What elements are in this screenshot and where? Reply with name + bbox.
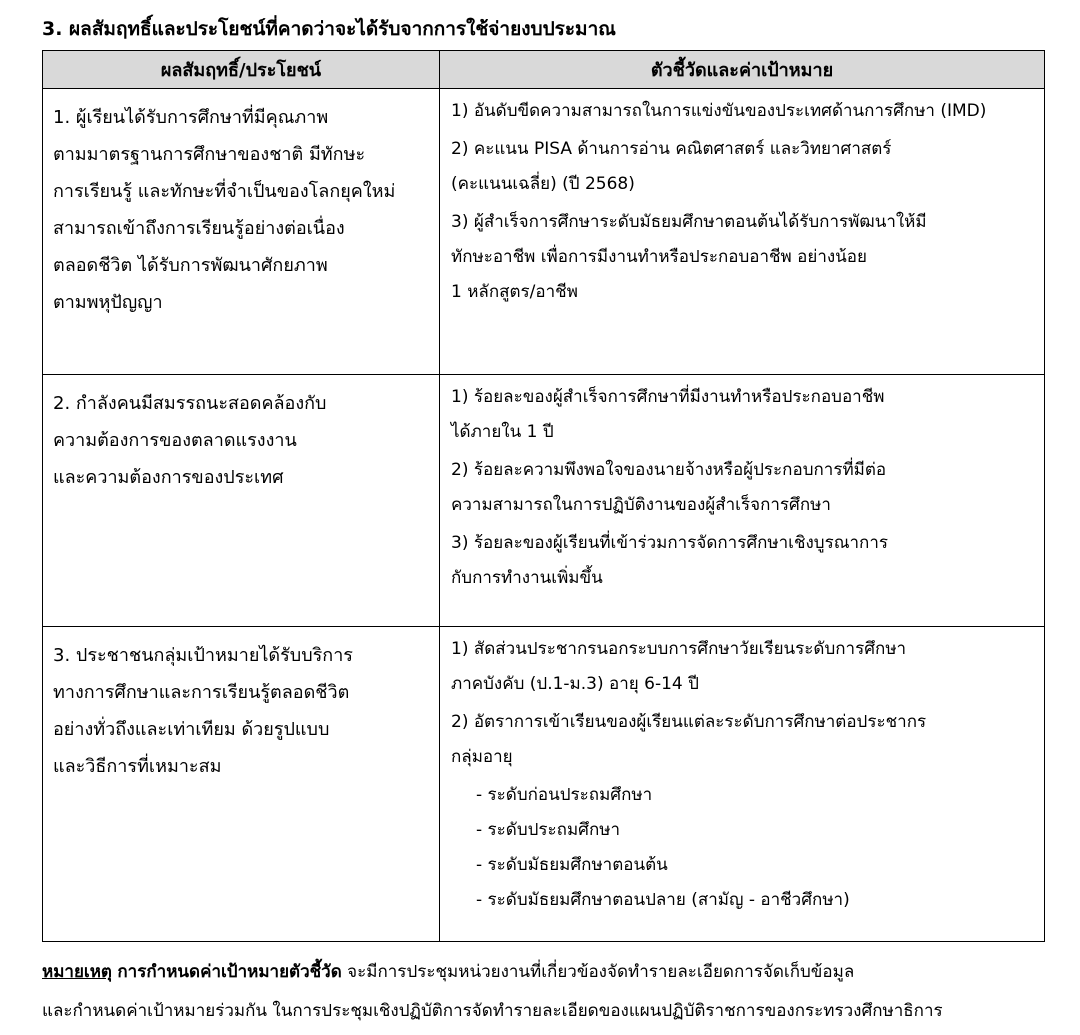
indicator-line: (คะแนนเฉลี่ย) (ปี 2568) — [451, 174, 635, 194]
indicator-line: 2) อัตราการเข้าเรียนของผู้เรียนแต่ละระดับการศึกษาต่อประชากร — [451, 712, 927, 732]
indicator-cell — [440, 375, 1045, 627]
outcome-line: ทางการศึกษาและการเรียนรู้ตลอดชีวิต — [53, 682, 350, 703]
indicator-line: 3) ร้อยละของผู้เรียนที่เข้าร่วมการจัดการศึกษาเชิงบูรณาการ — [451, 533, 889, 553]
footnote — [42, 953, 1052, 1031]
outcome-line: ตามมาตรฐานการศึกษาของชาติ มีทักษะ — [53, 144, 366, 165]
table-row — [43, 375, 1045, 627]
indicator-sub-item: - ระดับมัธยมศึกษาตอนต้น — [476, 855, 668, 875]
outcome-line: และความต้องการของประเทศ — [53, 467, 284, 488]
indicator-sub-item: - ระดับมัธยมศึกษาตอนปลาย (สามัญ - อาชีวศึกษา) — [476, 890, 850, 910]
indicator-line: กลุ่มอายุ — [451, 747, 513, 767]
indicator-line: กับการทำงานเพิ่มขึ้น — [451, 568, 603, 588]
header-outcome: ผลสัมฤทธิ์/ประโยชน์ — [43, 51, 440, 89]
indicator-line: 1) ร้อยละของผู้สำเร็จการศึกษาที่มีงานทำหรือประกอบอาชีพ — [451, 387, 885, 407]
outcome-line: 3. ประชาชนกลุ่มเป้าหมายได้รับบริการ — [53, 645, 353, 666]
indicator-item — [451, 94, 1038, 129]
indicator-line: 1) อันดับขีดความสามารถในการแข่งขันของประเทศด้านการศึกษา (IMD) — [451, 101, 987, 121]
outcome-cell — [43, 627, 440, 942]
indicator-item — [451, 705, 1038, 775]
outcome-line: การเรียนรู้ และทักษะที่จำเป็นของโลกยุคใหม่ — [53, 181, 396, 202]
indicator-item — [451, 380, 1038, 450]
indicator-sub-item: - ระดับก่อนประถมศึกษา — [476, 785, 653, 805]
indicator-line: 1) สัดส่วนประชากรนอกระบบการศึกษาวัยเรียนระดับการศึกษา — [451, 639, 907, 659]
outcome-line: 1. ผู้เรียนได้รับการศึกษาที่มีคุณภาพ — [53, 107, 329, 128]
outcome-line: ความต้องการของตลาดแรงงาน — [53, 430, 297, 451]
outcome-line: ตามพหุปัญญา — [53, 292, 163, 313]
table-row — [43, 627, 1045, 942]
indicator-item — [451, 526, 1038, 596]
indicator-line: 2) ร้อยละความพึงพอใจของนายจ้างหรือผู้ประกอบการที่มีต่อ — [451, 460, 887, 480]
indicator-line: 1 หลักสูตร/อาชีพ — [451, 282, 578, 302]
note-bold-text: การกำหนดค่าเป้าหมายตัวชี้วัด — [117, 962, 342, 982]
footnote-line-1 — [42, 953, 1052, 992]
indicator-line: ภาคบังคับ (ป.1-ม.3) อายุ 6-14 ปี — [451, 674, 699, 694]
indicator-sub-item: - ระดับประถมศึกษา — [476, 820, 621, 840]
indicator-cell — [440, 627, 1045, 942]
indicator-line: ความสามารถในการปฏิบัติงานของผู้สำเร็จการศึกษา — [451, 495, 831, 515]
table-header-row — [43, 51, 1045, 89]
footnote-line-2: และกำหนดค่าเป้าหมายร่วมกัน ในการประชุมเชิงปฏิบัติการจัดทำรายละเอียดของแผนปฏิบัติราชการของกระทรวงศึกษาธิการ — [42, 1001, 943, 1021]
table-row — [43, 89, 1045, 375]
outcomes-table — [42, 50, 1045, 942]
indicator-line: 2) คะแนน PISA ด้านการอ่าน คณิตศาสตร์ และวิทยาศาสตร์ — [451, 139, 892, 159]
indicator-item — [451, 132, 1038, 202]
indicator-item — [451, 453, 1038, 523]
indicator-line: ทักษะอาชีพ เพื่อการมีงานทำหรือประกอบอาชีพ อย่างน้อย — [451, 247, 867, 267]
header-indicators: ตัวชี้วัดและค่าเป้าหมาย — [440, 51, 1045, 89]
indicator-item — [451, 205, 1038, 310]
outcome-cell — [43, 375, 440, 627]
indicator-line: 3) ผู้สำเร็จการศึกษาระดับมัธยมศึกษาตอนต้นได้รับการพัฒนาให้มี — [451, 212, 927, 232]
outcome-cell — [43, 89, 440, 375]
indicator-line: ได้ภายใน 1 ปี — [451, 422, 554, 442]
outcome-line: อย่างทั่วถึงและเท่าเทียม ด้วยรูปแบบ — [53, 719, 330, 740]
outcome-line: สามารถเข้าถึงการเรียนรู้อย่างต่อเนื่อง — [53, 218, 345, 239]
outcome-line: ตลอดชีวิต ได้รับการพัฒนาศักยภาพ — [53, 255, 328, 276]
section-heading: 3. ผลสัมฤทธิ์และประโยชน์ที่คาดว่าจะได้รับจากการใช้จ่ายงบประมาณ — [42, 18, 616, 40]
outcome-line: และวิธีการที่เหมาะสม — [53, 756, 222, 777]
indicator-cell — [440, 89, 1045, 375]
indicator-item — [451, 632, 1038, 702]
note-label: หมายเหตุ — [42, 962, 112, 982]
note-line1-text: จะมีการประชุมหน่วยงานที่เกี่ยวข้องจัดทำรายละเอียดการจัดเก็บข้อมูล — [347, 962, 855, 982]
outcome-line: 2. กำลังคนมีสมรรถนะสอดคล้องกับ — [53, 393, 327, 414]
